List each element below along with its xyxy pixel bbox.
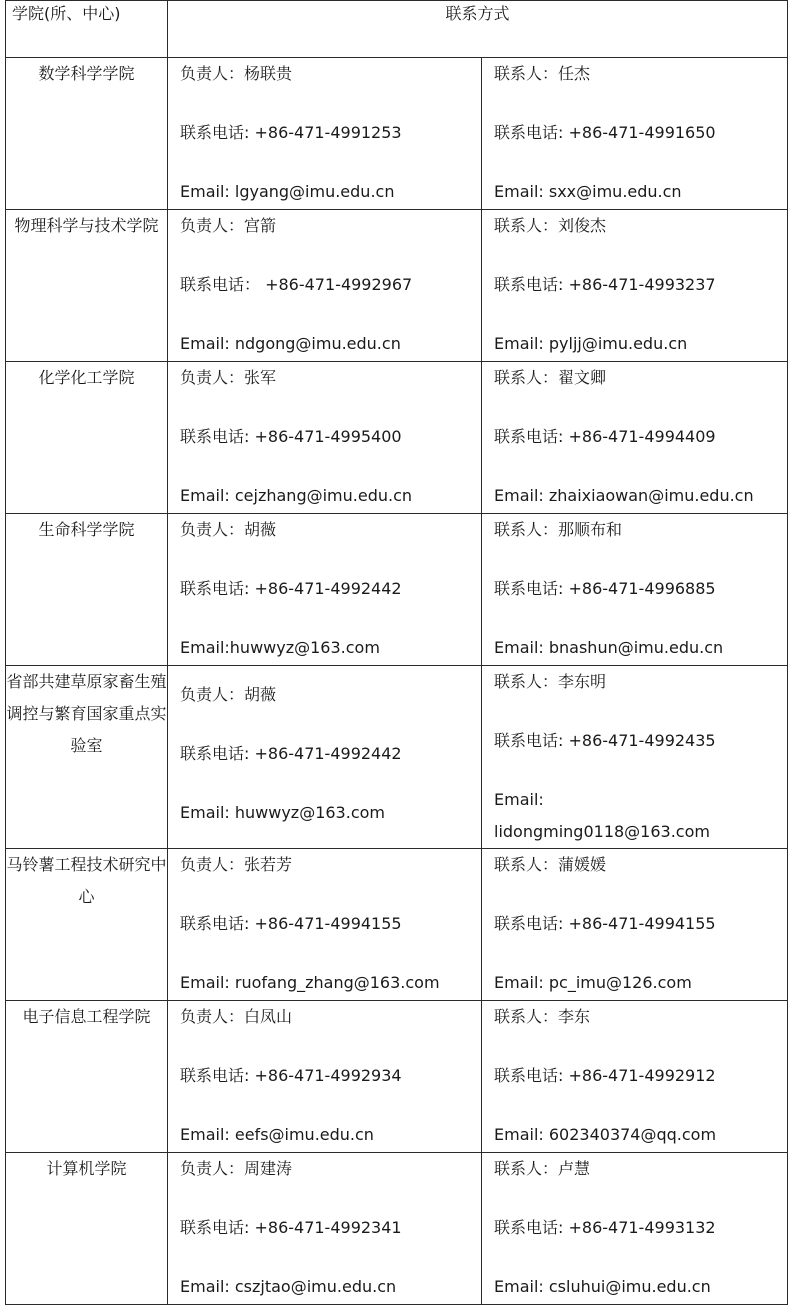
contact-cell xyxy=(482,1001,788,1153)
email-address: Email:huwwyz@163.com xyxy=(180,638,380,657)
contact-cell xyxy=(482,666,788,849)
phone-number: 联系电话: +86-471-4992435 xyxy=(494,731,716,750)
phone-number: 联系电话: +86-471-4996885 xyxy=(494,579,716,598)
table-row xyxy=(6,210,788,362)
dept-name: 省部共建草原家畜生殖调控与繁育国家重点实验室 xyxy=(6,666,168,849)
phone-number: 联系电话: +86-471-4994409 xyxy=(494,427,716,446)
table-row xyxy=(6,666,788,849)
phone-number: 联系电话: +86-471-4995400 xyxy=(180,427,402,446)
dept-name: 化学化工学院 xyxy=(6,362,168,514)
table-row xyxy=(6,849,788,1001)
email-address: Email: ndgong@imu.edu.cn xyxy=(180,334,401,353)
phone-number: 联系电话: +86-471-4992341 xyxy=(180,1218,402,1237)
responsible-person: 负责人：宫箭 xyxy=(180,216,277,235)
dept-name: 马铃薯工程技术研究中心 xyxy=(6,849,168,1001)
email-address: Email: lgyang@imu.edu.cn xyxy=(180,182,395,201)
phone-number: 联系电话: +86-471-4993237 xyxy=(494,275,716,294)
header-contact: 联系方式 xyxy=(168,1,788,58)
phone-number: 联系电话: +86-471-4991650 xyxy=(494,123,716,142)
phone-number: 联系电话: +86-471-4992912 xyxy=(494,1066,716,1085)
contact-cell xyxy=(482,58,788,210)
responsible-cell xyxy=(168,210,482,362)
responsible-cell xyxy=(168,666,482,849)
dept-name: 物理科学与技术学院 xyxy=(6,210,168,362)
contact-cell xyxy=(482,1153,788,1305)
contact-person: 联系人：任杰 xyxy=(494,64,591,83)
responsible-cell xyxy=(168,514,482,666)
email-address: Email: cejzhang@imu.edu.cn xyxy=(180,486,413,505)
table-row xyxy=(6,58,788,210)
contact-person: 联系人：李东 xyxy=(494,1007,591,1026)
email-address: Email: csluhui@imu.edu.cn xyxy=(494,1277,711,1296)
contact-person: 联系人：刘俊杰 xyxy=(494,216,607,235)
responsible-cell xyxy=(168,1001,482,1153)
contact-person: 联系人：蒲媛媛 xyxy=(494,855,607,874)
email-address: Email: bnashun@imu.edu.cn xyxy=(494,638,724,657)
responsible-person: 负责人：周建涛 xyxy=(180,1159,293,1178)
contact-table xyxy=(5,0,788,1305)
email-address: Email: pyljj@imu.edu.cn xyxy=(494,334,688,353)
responsible-cell xyxy=(168,362,482,514)
contact-cell xyxy=(482,849,788,1001)
contact-person: 联系人：李东明 xyxy=(494,672,607,691)
email-address: Email: huwwyz@163.com xyxy=(180,803,385,822)
responsible-cell xyxy=(168,58,482,210)
phone-number: 联系电话： +86-471-4992967 xyxy=(180,275,413,294)
email-address: Email: xyxy=(494,790,544,809)
email-address: lidongming0118@163.com xyxy=(494,822,710,841)
email-address: Email: pc_imu@126.com xyxy=(494,973,692,992)
header-dept: 学院(所、中心) xyxy=(6,1,168,58)
table-row xyxy=(6,514,788,666)
responsible-cell xyxy=(168,1153,482,1305)
email-address: Email: cszjtao@imu.edu.cn xyxy=(180,1277,397,1296)
phone-number: 联系电话: +86-471-4991253 xyxy=(180,123,402,142)
phone-number: 联系电话: +86-471-4994155 xyxy=(180,914,402,933)
responsible-person: 负责人：张军 xyxy=(180,368,277,387)
responsible-person: 负责人：胡薇 xyxy=(180,685,277,704)
dept-name: 数学科学学院 xyxy=(6,58,168,210)
table-row xyxy=(6,1001,788,1153)
table-row xyxy=(6,362,788,514)
email-address: Email: sxx@imu.edu.cn xyxy=(494,182,682,201)
dept-name: 计算机学院 xyxy=(6,1153,168,1305)
contact-person: 联系人：卢慧 xyxy=(494,1159,591,1178)
contact-cell xyxy=(482,210,788,362)
email-address: Email: eefs@imu.edu.cn xyxy=(180,1125,374,1144)
phone-number: 联系电话: +86-471-4994155 xyxy=(494,914,716,933)
responsible-person: 负责人：杨联贵 xyxy=(180,64,293,83)
email-address: Email: 602340374@qq.com xyxy=(494,1125,717,1144)
table-row xyxy=(6,1153,788,1305)
responsible-person: 负责人：胡薇 xyxy=(180,520,277,539)
phone-number: 联系电话: +86-471-4992442 xyxy=(180,579,402,598)
header-row xyxy=(6,1,788,58)
phone-number: 联系电话: +86-471-4993132 xyxy=(494,1218,716,1237)
responsible-person: 负责人：张若芳 xyxy=(180,855,293,874)
contact-cell xyxy=(482,362,788,514)
email-address: Email: zhaixiaowan@imu.edu.cn xyxy=(494,486,754,505)
phone-number: 联系电话: +86-471-4992934 xyxy=(180,1066,402,1085)
contact-person: 联系人：那顺布和 xyxy=(494,520,623,539)
responsible-person: 负责人：白凤山 xyxy=(180,1007,293,1026)
email-address: Email: ruofang_zhang@163.com xyxy=(180,973,440,992)
dept-name: 生命科学学院 xyxy=(6,514,168,666)
contact-cell xyxy=(482,514,788,666)
phone-number: 联系电话: +86-471-4992442 xyxy=(180,744,402,763)
dept-name: 电子信息工程学院 xyxy=(6,1001,168,1153)
contact-person: 联系人：翟文卿 xyxy=(494,368,607,387)
responsible-cell xyxy=(168,849,482,1001)
